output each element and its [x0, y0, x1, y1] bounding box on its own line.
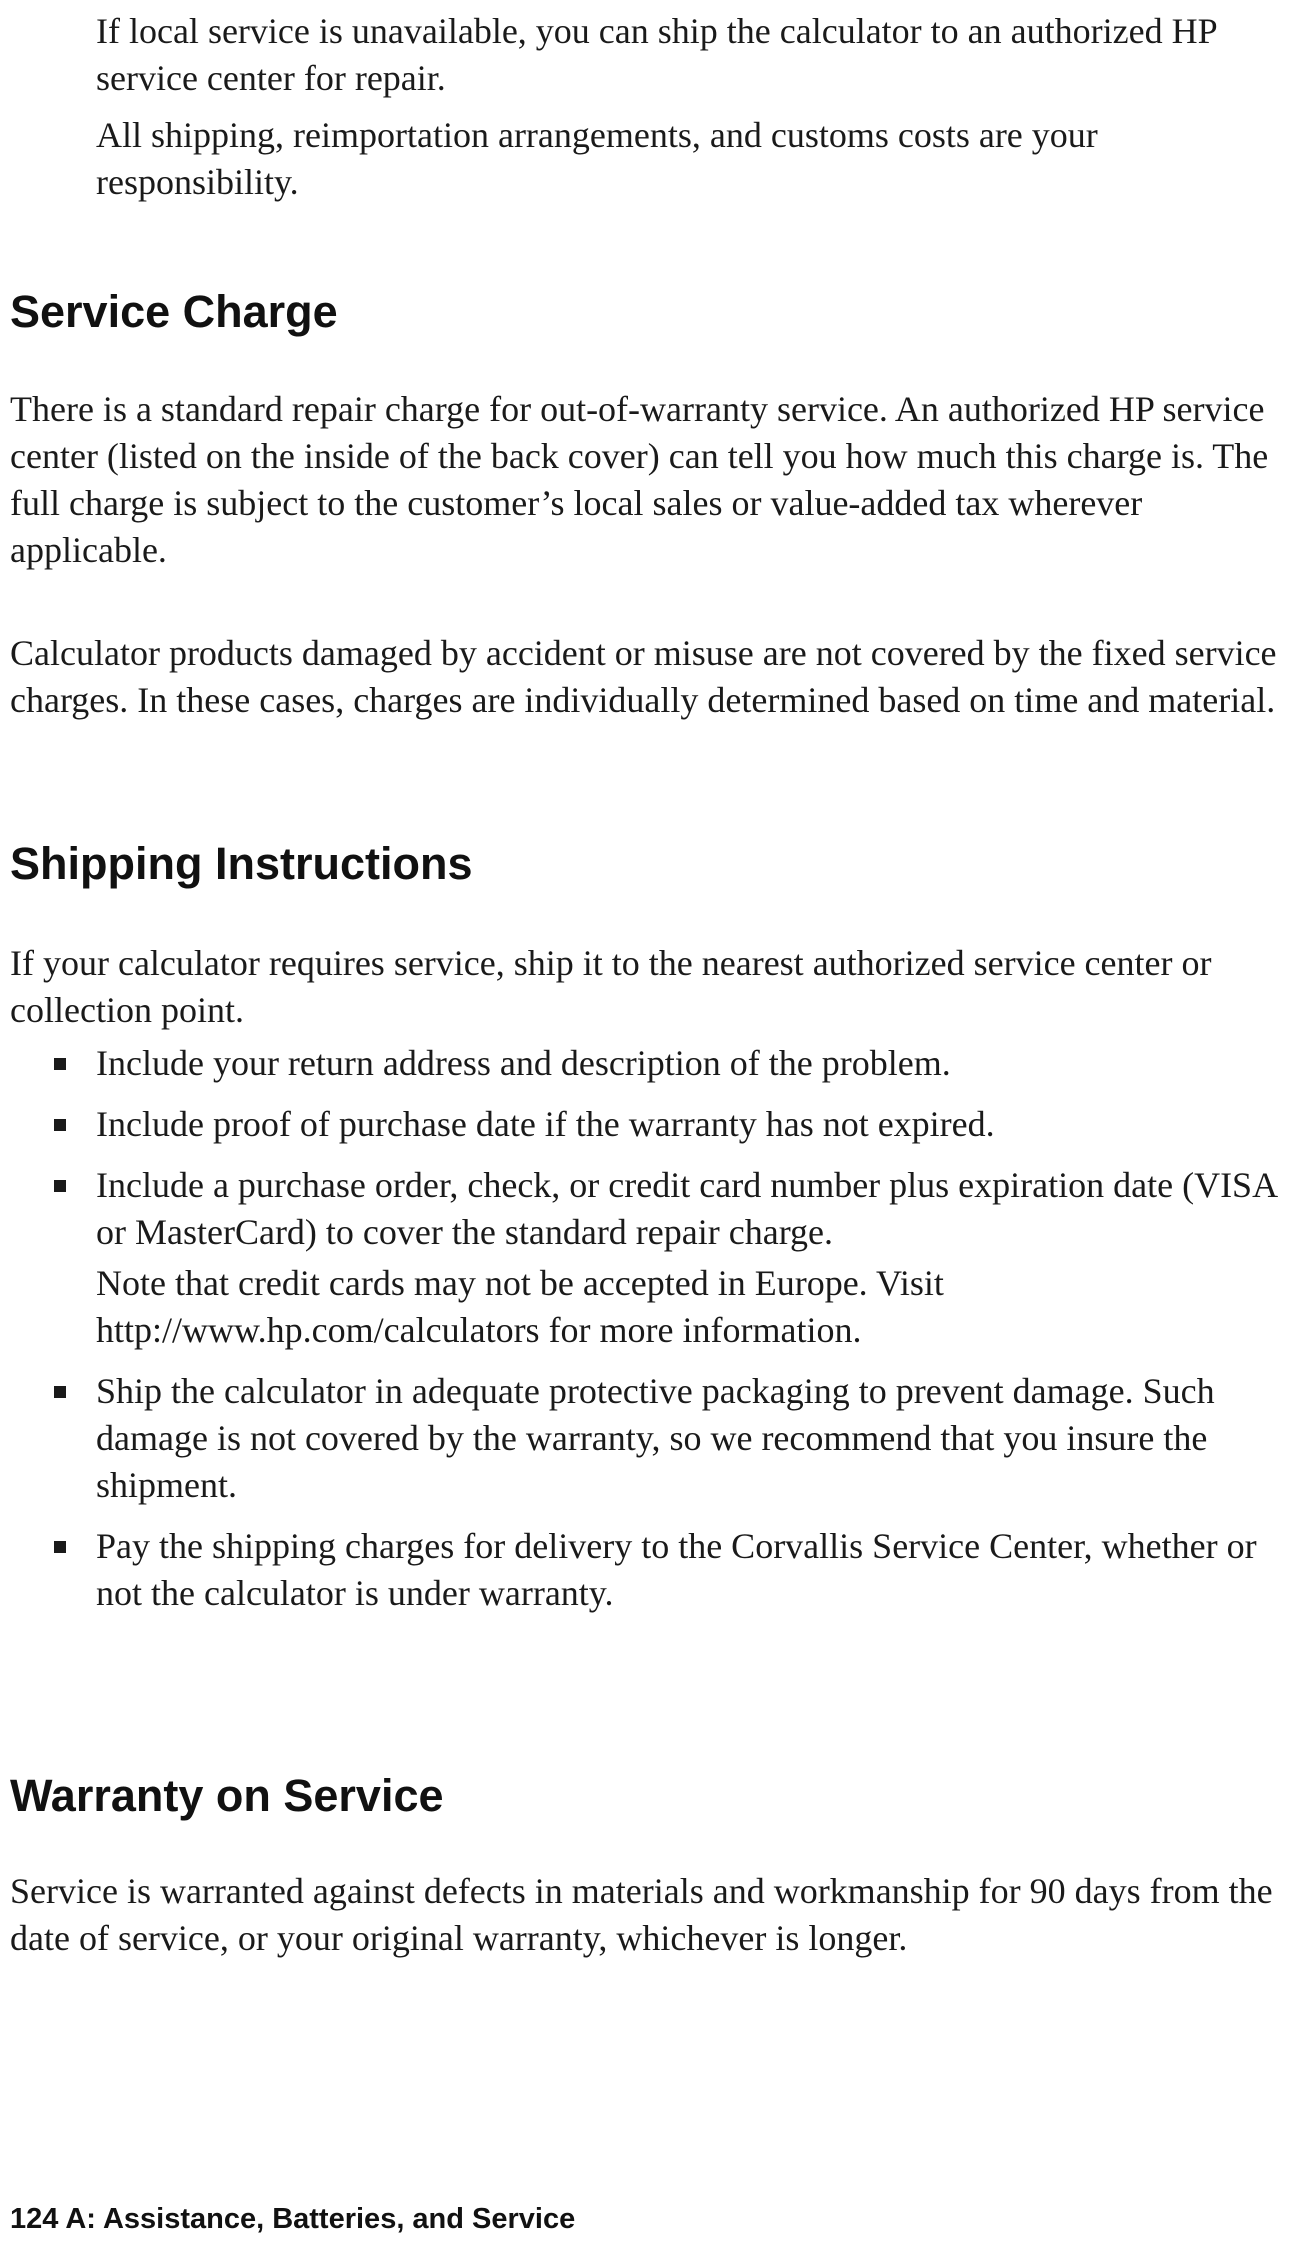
heading-shipping-instructions: Shipping Instructions: [10, 838, 473, 889]
heading-service-charge: Service Charge: [10, 286, 338, 337]
list-item: [96, 1162, 1296, 1354]
bullet-icon: [54, 1386, 66, 1398]
intro-paragraph-local-service: If local service is unavailable, you can ship the calculator to an authorized HP service center for repair.: [96, 11, 1217, 98]
intro-block: [96, 8, 1286, 206]
list-item: [96, 1368, 1296, 1509]
list-item-text: Include a purchase order, check, or credit card number plus expiration date (VISA or MasterCard) to cover the standard repair charge.: [96, 1165, 1277, 1252]
list-item: [96, 1040, 1296, 1087]
bullet-icon: [54, 1119, 66, 1131]
list-item: [96, 1101, 1296, 1148]
list-item: [96, 1523, 1296, 1617]
warranty-paragraph: Service is warranted against defects in materials and workmanship for 90 days from the date of service, or your original warranty, whichever is longer.: [10, 1871, 1273, 1958]
list-item-text: Include your return address and description of the problem.: [96, 1043, 951, 1083]
list-item-text: Pay the shipping charges for delivery to the Corvallis Service Center, whether or not the calculator is under warranty.: [96, 1526, 1257, 1613]
heading-warranty-on-service: Warranty on Service: [10, 1770, 444, 1821]
credit-card-note: Note that credit cards may not be accepted in Europe. Visit http://www.hp.com/calculators for more information.: [96, 1263, 944, 1350]
list-item-text: Ship the calculator in adequate protective packaging to prevent damage. Such damage is not covered by the warranty, so we recommend that you insure the shipment.: [96, 1371, 1215, 1505]
bullet-icon: [54, 1541, 66, 1553]
service-charge-paragraph-2: Calculator products damaged by accident or misuse are not covered by the fixed service charges. In these cases, charges are individually determined based on time and material.: [10, 633, 1277, 720]
shipping-instructions-list: [96, 1040, 1296, 1631]
bullet-icon: [54, 1058, 66, 1070]
service-charge-paragraph-1: There is a standard repair charge for out-of-warranty service. An authorized HP service center (listed on the inside of the back cover) can tell you how much this charge is. The full charge is subject to the customer’s local sales or value-added tax wherever applicable.: [10, 389, 1269, 570]
bullet-icon: [54, 1180, 66, 1192]
intro-paragraph-costs: All shipping, reimportation arrangements, and customs costs are your responsibility.: [96, 115, 1098, 202]
list-item-text: Include proof of purchase date if the warranty has not expired.: [96, 1104, 995, 1144]
shipping-intro-paragraph: If your calculator requires service, ship it to the nearest authorized service center or collection point.: [10, 943, 1212, 1030]
page-footer: 124 A: Assistance, Batteries, and Service: [10, 2203, 576, 2235]
